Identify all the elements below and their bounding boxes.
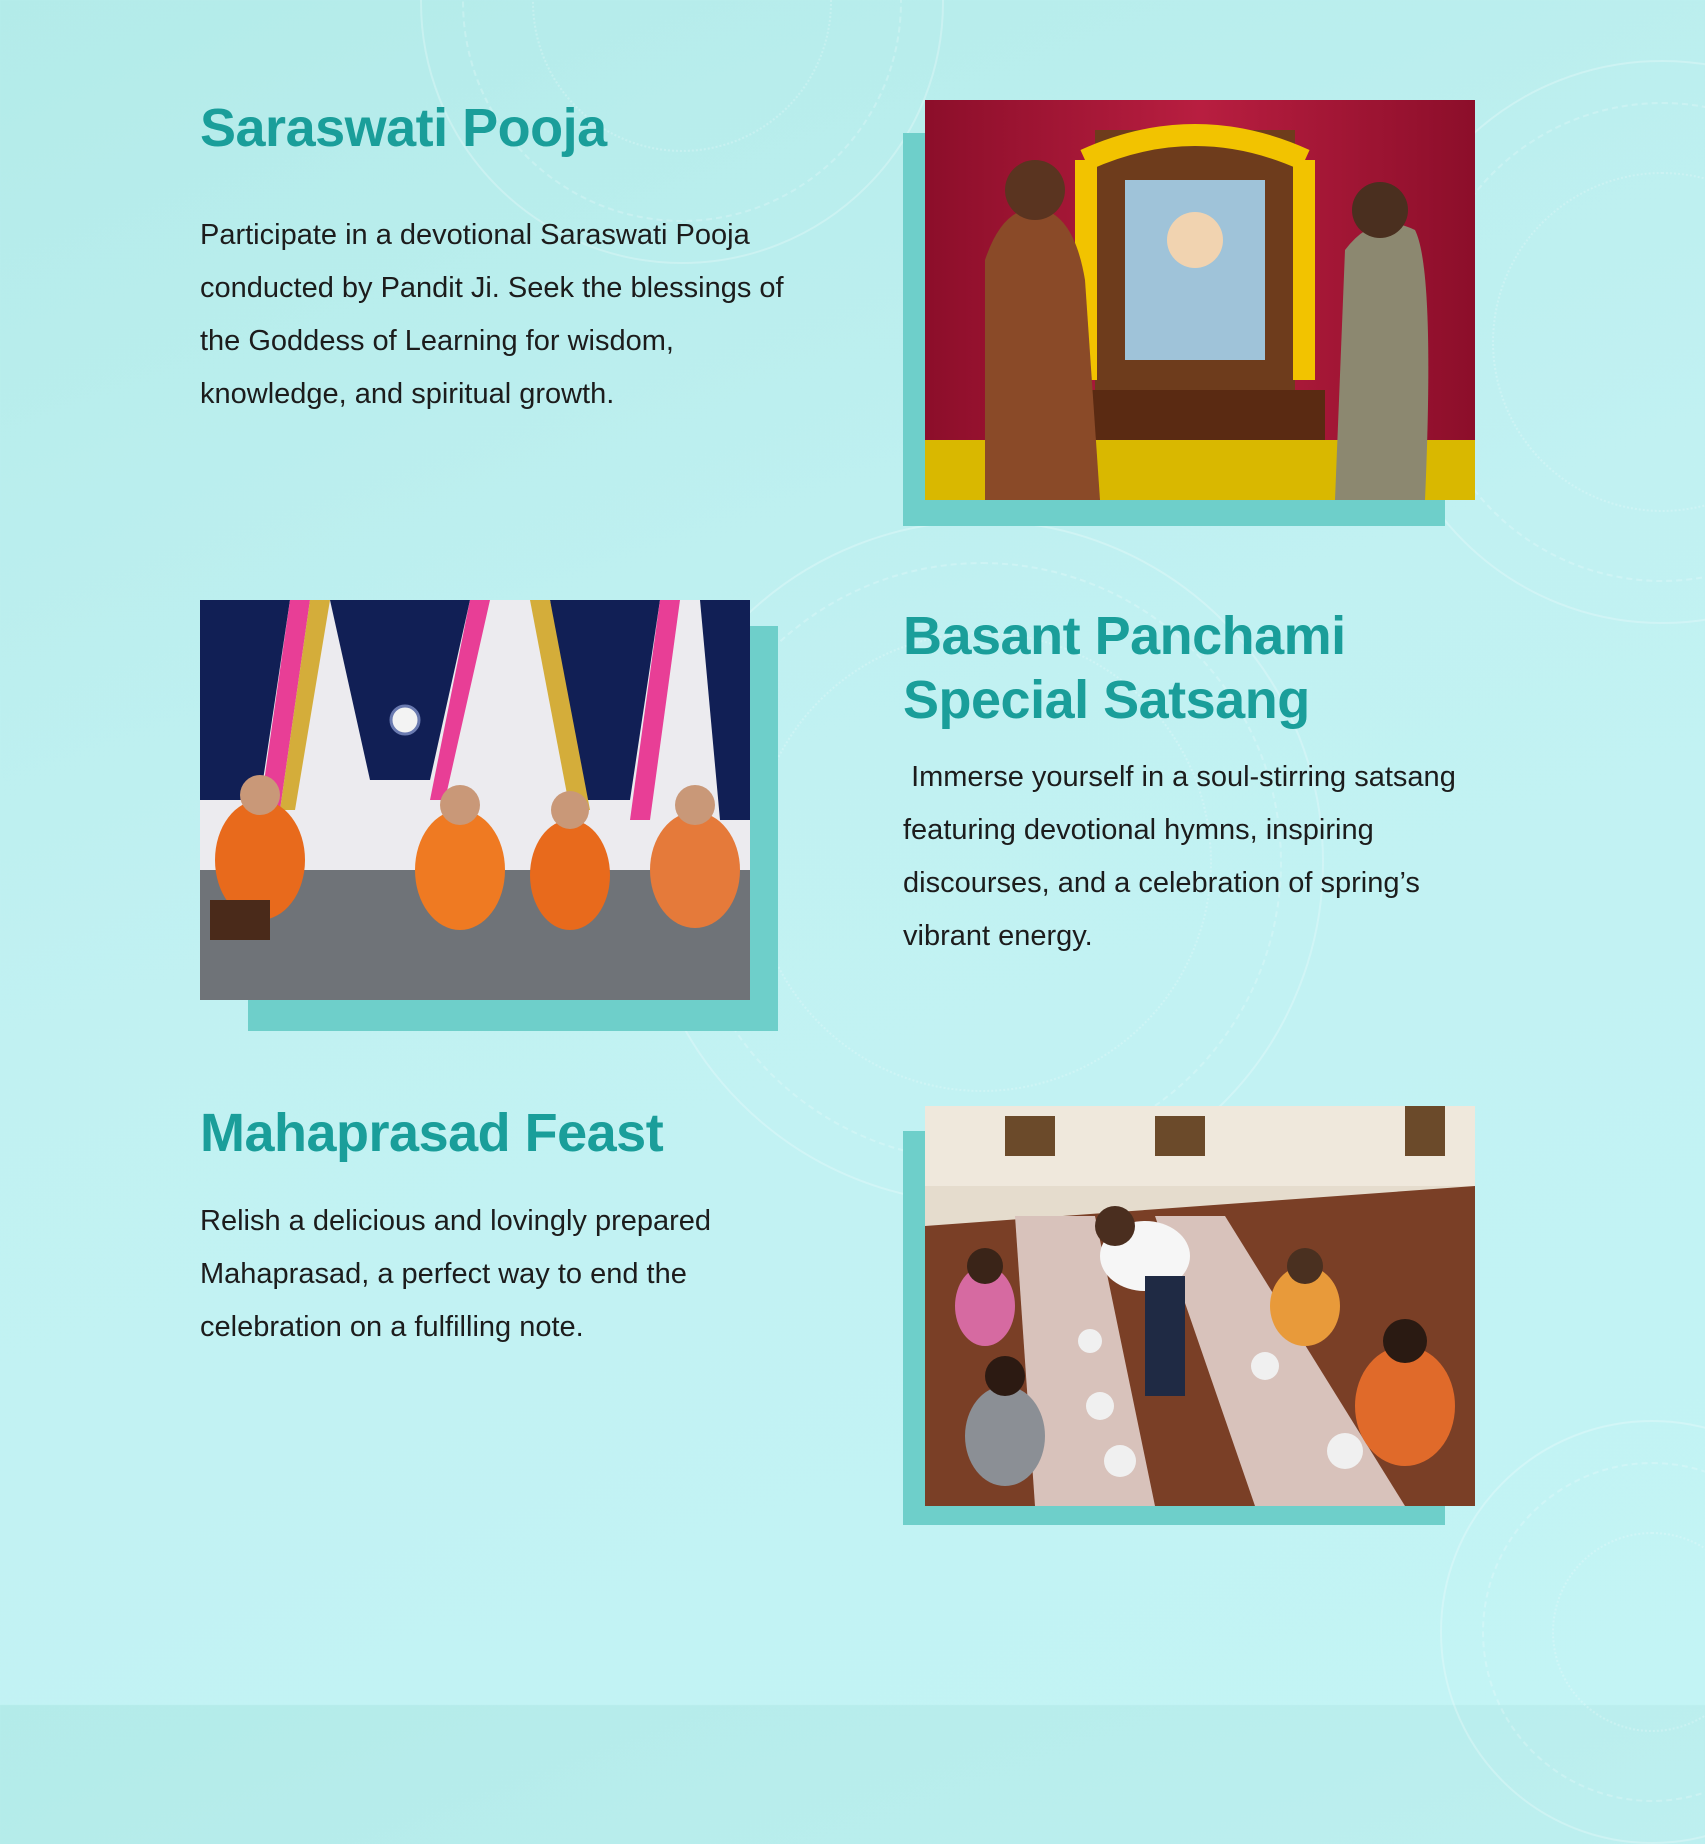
saraswati-pooja-title: Saraswati Pooja: [200, 98, 607, 158]
saraswati-pooja-description: Participate in a devotional Saraswati Pooja conducted by Pandit Ji. Seek the blessings of the Goddess of Learning for wisdom, knowledge, and spiritual growth.: [200, 219, 784, 410]
basant-panchami-title: [903, 604, 1346, 732]
basant-panchami-photo: [200, 600, 750, 1000]
mahaprasad-feast-photo-frame: [903, 1106, 1475, 1526]
mahaprasad-feast-photo: [925, 1106, 1475, 1506]
mandala-decoration-bottom-right: [1440, 1420, 1705, 1844]
basant-panchami-title-line-1: Basant Panchami: [903, 606, 1346, 666]
mahaprasad-feast-description: Relish a delicious and lovingly prepared Mahaprasad, a perfect way to end the celebration on a fulfilling note.: [200, 1205, 712, 1343]
saraswati-pooja-photo: [925, 100, 1475, 500]
mahaprasad-feast-title: Mahaprasad Feast: [200, 1103, 664, 1163]
basant-panchami-photo-frame: [200, 600, 780, 1032]
basant-panchami-title-line-2: Special Satsang: [903, 670, 1310, 730]
basant-panchami-description: Immerse yourself in a soul-stirring satsang featuring devotional hymns, inspiring discourses, and a celebration of spring’s vibrant energy.: [903, 761, 1464, 952]
saraswati-pooja-photo-frame: [903, 100, 1475, 528]
